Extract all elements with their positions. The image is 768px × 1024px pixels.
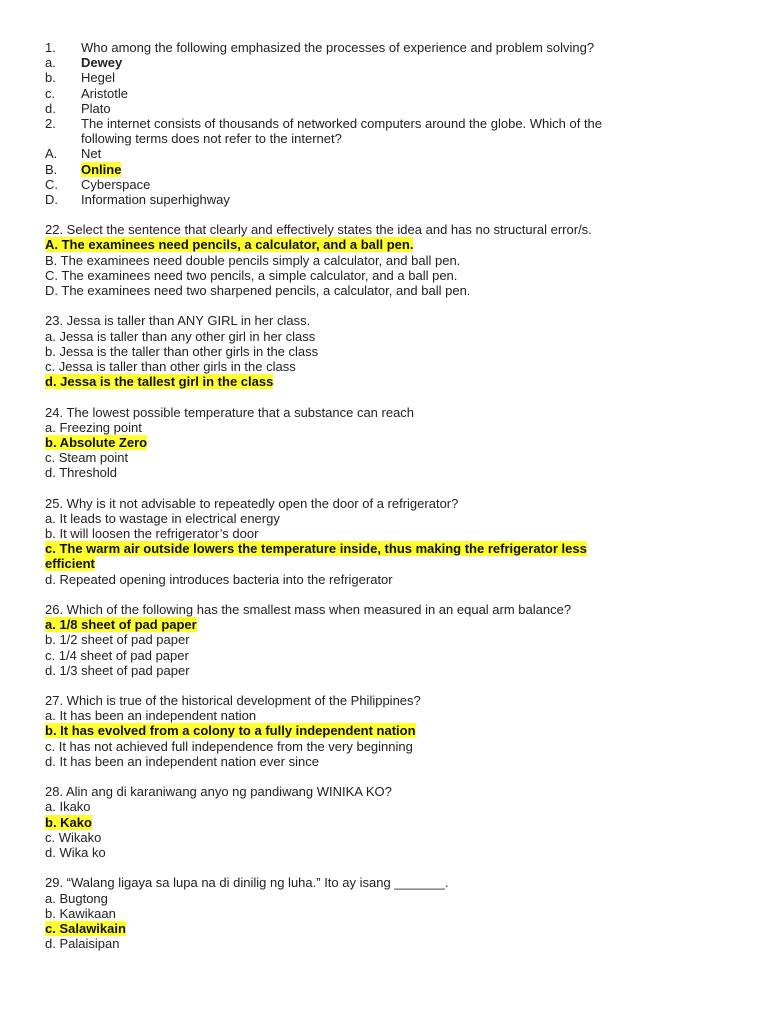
question-number: 2. [45, 115, 56, 131]
question-24 [45, 405, 735, 481]
option-marker: B. [45, 161, 58, 177]
question-text: The internet consists of thousands of networked computers around the globe. Which of the [81, 115, 603, 131]
option-text-answer: efficient [45, 556, 95, 572]
question-line [45, 40, 735, 55]
option: d. Threshold [45, 465, 118, 481]
question-text: 25. Why is it not advisable to repeatedly open the door of a refrigerator? [45, 495, 459, 511]
option [45, 541, 735, 556]
option: d. Wika ko [45, 844, 106, 860]
option: C. The examinees need two pencils, a simple calculator, and a ball pen. [45, 267, 458, 283]
option: c. Jessa is taller than other girls in the class [45, 358, 296, 374]
option: D. The examinees need two sharpened pencils, a calculator, and ball pen. [45, 283, 471, 298]
question-29 [45, 875, 735, 951]
option: c. 1/4 sheet of pad paper [45, 647, 189, 663]
question-line [45, 131, 735, 146]
option-text: Aristotle [81, 85, 128, 101]
question-text: 28. Alin ang di karaniwang anyo ng pandiwang WINIKA KO? [45, 784, 392, 800]
option: b. 1/2 sheet of pad paper [45, 632, 190, 648]
option [45, 192, 735, 207]
option: a. Bugtong [45, 890, 108, 906]
option-text-answer: a. 1/8 sheet of pad paper [45, 617, 197, 633]
option-continuation [45, 556, 735, 571]
option: c. It has not achieved full independence from the very beginning [45, 738, 413, 754]
question-number: 1. [45, 40, 56, 55]
question-2 [45, 116, 735, 207]
option [45, 162, 735, 177]
option: d. 1/3 sheet of pad paper [45, 662, 190, 678]
option: c. Wikako [45, 829, 102, 845]
option-text-answer: Online [81, 161, 122, 177]
option [45, 921, 735, 936]
option: c. Steam point [45, 450, 129, 466]
question-text: 24. The lowest possible temperature that a substance can reach [45, 404, 415, 420]
option: b. Jessa is the taller than other girls in the class [45, 343, 319, 359]
option-text-answer: d. Jessa is the tallest girl in the class [45, 374, 274, 390]
question-text: 22. Select the sentence that clearly and effectively states the idea and has no structural error/s. [45, 222, 592, 238]
option [45, 723, 735, 738]
question-22 [45, 222, 735, 298]
option [45, 815, 735, 830]
option-text: Plato [81, 100, 111, 116]
option-marker: A. [45, 146, 58, 162]
option-marker: d. [45, 100, 56, 116]
option-text-answer: A. The examinees need pencils, a calculator, and a ball pen. [45, 237, 414, 253]
question-text: 26. Which of the following has the smallest mass when measured in an equal arm balance? [45, 601, 572, 617]
option-text: Cyberspace [81, 176, 151, 192]
option-text-answer: b. Kako [45, 814, 92, 830]
question-text: 29. “Walang ligaya sa lupa na di dinilig ng luha.” Ito ay isang _______. [45, 875, 449, 891]
question-1 [45, 40, 735, 116]
option-text: Information superhighway [81, 191, 230, 207]
option: a. It leads to wastage in electrical energy [45, 510, 280, 526]
question-line [45, 116, 735, 131]
option [45, 617, 735, 632]
question-text: 27. Which is true of the historical development of the Philippines? [45, 693, 421, 709]
question-28 [45, 784, 735, 860]
option: B. The examinees need double pencils simply a calculator, and ball pen. [45, 252, 461, 268]
option-text-answer: Dewey [81, 55, 123, 71]
option [45, 101, 735, 116]
question-25 [45, 496, 735, 587]
option: a. It has been an independent nation [45, 708, 257, 724]
option: a. Freezing point [45, 419, 142, 435]
question-text: following terms does not refer to the internet? [81, 131, 342, 147]
option-text-answer: b. It has evolved from a colony to a fully independent nation [45, 723, 416, 739]
option-marker: a. [45, 55, 56, 71]
question-27 [45, 693, 735, 769]
option [45, 435, 735, 450]
option [45, 86, 735, 101]
option [45, 146, 735, 161]
question-26 [45, 602, 735, 678]
option-marker: C. [45, 176, 58, 192]
option [45, 237, 735, 252]
question-text: Who among the following emphasized the processes of experience and problem solving? [81, 40, 595, 55]
option: a. Jessa is taller than any other girl in her class [45, 328, 316, 344]
option [45, 70, 735, 85]
option: a. Ikako [45, 799, 91, 815]
question-23 [45, 313, 735, 389]
option-text: Hegel [81, 70, 115, 86]
option [45, 374, 735, 389]
exam-content [45, 40, 735, 951]
option [45, 177, 735, 192]
option-marker: c. [45, 85, 56, 101]
option-text-answer: c. The warm air outside lowers the temperature inside, thus making the refrigerator less [45, 541, 587, 557]
option: b. Kawikaan [45, 905, 116, 921]
option: d. Repeated opening introduces bacteria into the refrigerator [45, 571, 393, 587]
option: d. Palaisipan [45, 936, 120, 952]
option-text-answer: c. Salawikain [45, 920, 126, 936]
option-marker: D. [45, 191, 58, 207]
option [45, 55, 735, 70]
option: d. It has been an independent nation ever since [45, 753, 319, 769]
option-marker: b. [45, 70, 56, 86]
option-text: Net [81, 146, 102, 162]
option: b. It will loosen the refrigerator’s door [45, 526, 259, 541]
question-text: 23. Jessa is taller than ANY GIRL in her class. [45, 313, 311, 329]
option-text-answer: b. Absolute Zero [45, 434, 148, 450]
